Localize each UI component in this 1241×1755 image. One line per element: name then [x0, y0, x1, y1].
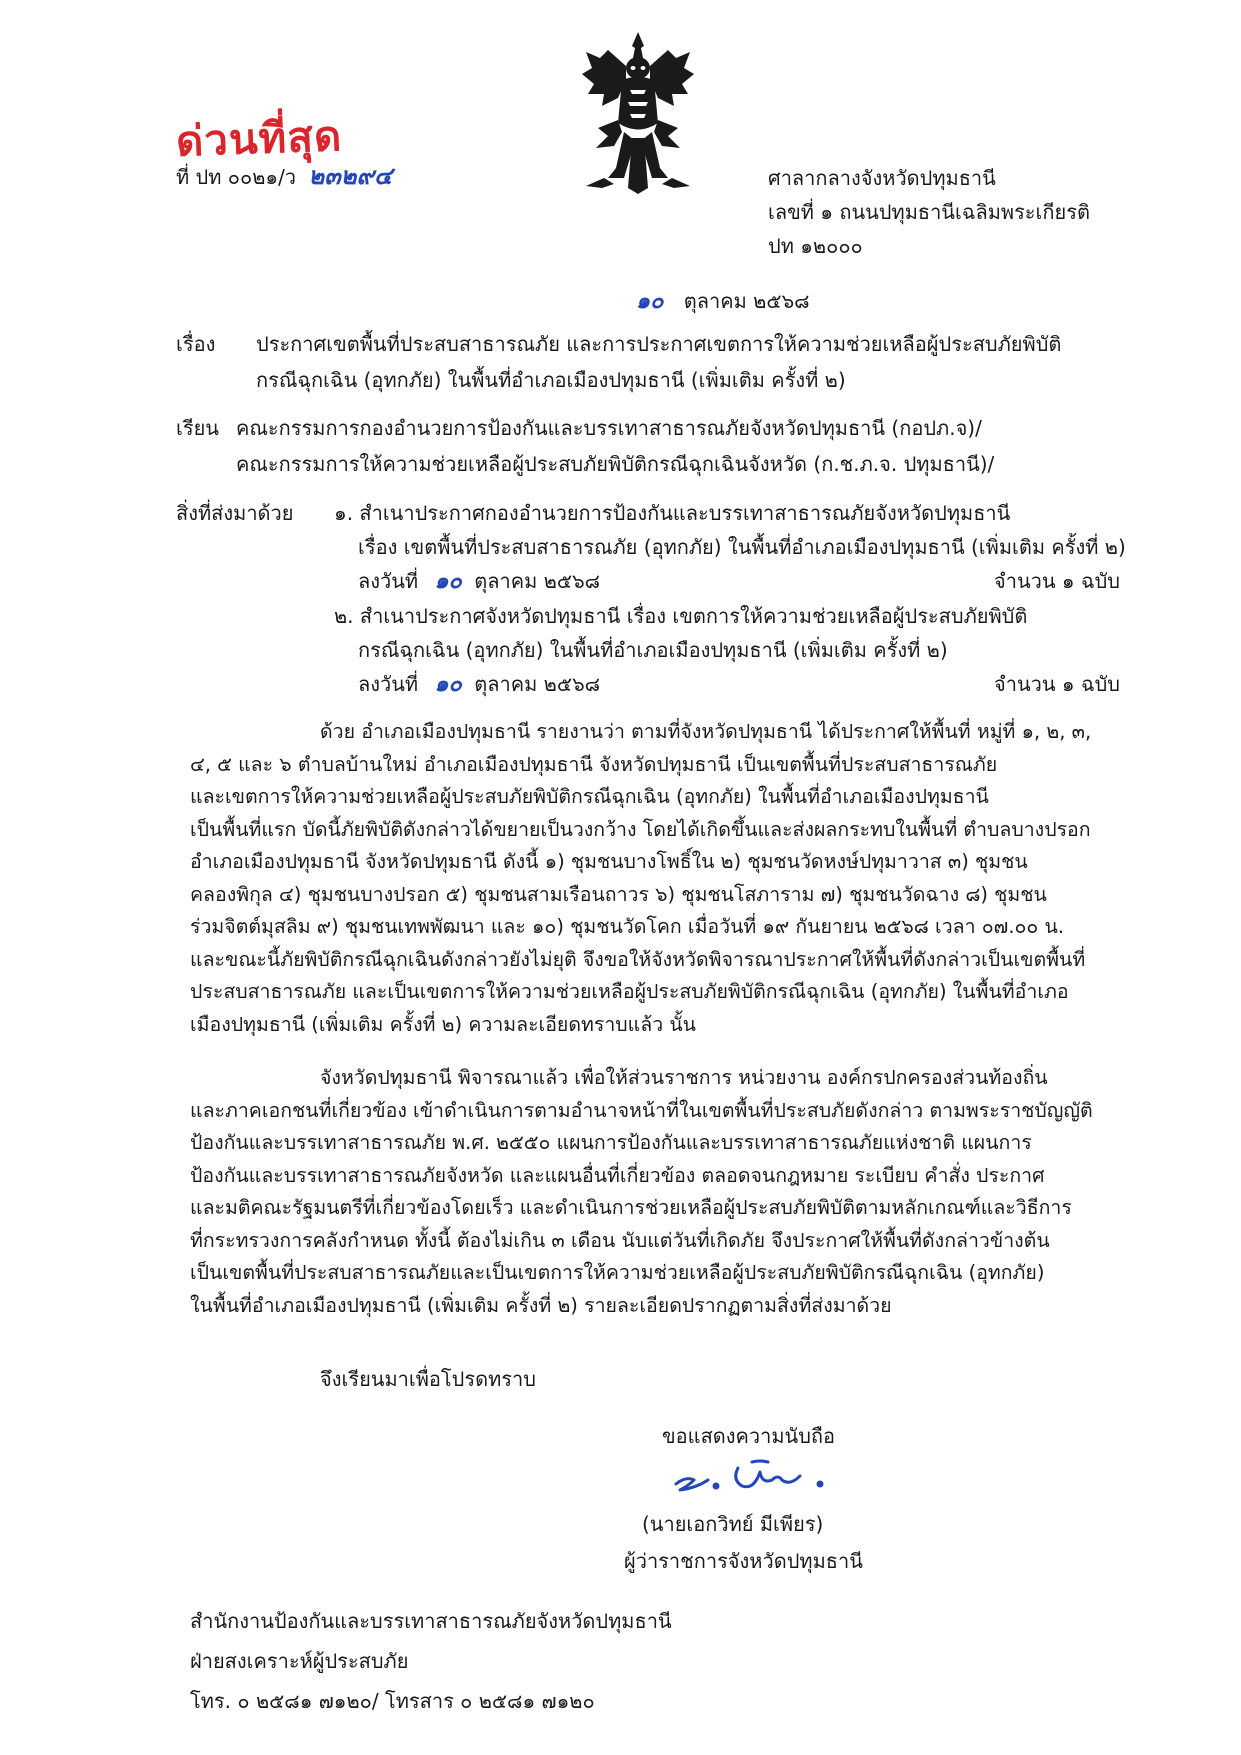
recipient-line: คณะกรรมการกองอำนวยการป้องกันและบรรเทาสาธารณภัยจังหวัดปทุมธานี (กอปภ.จ)/: [236, 416, 982, 440]
date-month-year: ตุลาคม ๒๕๖๘: [683, 289, 810, 313]
footer-line: โทร. ๐ ๒๕๘๑ ๗๑๒๐/ โทรสาร ๐ ๒๕๘๑ ๗๑๒๐: [190, 1689, 595, 1713]
footer-contact: [190, 1605, 672, 1725]
enclosure-item: [334, 497, 1126, 599]
enclosure-date-rest: ตุลาคม ๒๕๖๘: [474, 569, 601, 593]
body-paragraph-1: [190, 716, 1122, 1041]
recipient-label: เรียน: [176, 416, 219, 440]
office-line: ปท ๑๒๐๐๐: [768, 234, 863, 258]
enclosure-date-day-handwritten: ๑๐: [434, 672, 462, 697]
recipient-text: [236, 412, 994, 484]
subject-text: [256, 328, 1061, 400]
garuda-emblem-icon: [578, 28, 698, 198]
footer-line: สำนักงานป้องกันและบรรเทาสาธารณภัยจังหวัดปทุมธานี: [190, 1609, 672, 1633]
office-line: ศาลากลางจังหวัดปทุมธานี: [768, 166, 996, 190]
paragraph-line: และขณะนี้ภัยพิบัติกรณีฉุกเฉินดังกล่าวยังไม่ยุติ จึงขอให้จังหวัดพิจารณาประกาศให้พื้นที่ดังกล่าวเป็นเขตพื้นที่: [190, 947, 1086, 971]
enclosure-date-day-handwritten: ๑๐: [434, 569, 462, 594]
reference-number-handwritten: ๒๓๒๙๔: [308, 162, 393, 190]
enclosure-quantity: จำนวน ๑ ฉบับ: [994, 672, 1120, 696]
enclosure-subject: กรณีฉุกเฉิน (อุทกภัย) ในพื้นที่อำเภอเมืองปทุมธานี (เพิ่มเติม ครั้งที่ ๒): [358, 638, 948, 662]
paragraph-line: ในพื้นที่อำเภอเมืองปทุมธานี (เพิ่มเติม ครั้งที่ ๒) รายละเอียดปรากฏตามสิ่งที่ส่งมาด้วย: [190, 1293, 892, 1317]
signatory-name: (นายเอกวิทย์ มีเพียร): [642, 1512, 824, 1536]
paragraph-line: ด้วย อำเภอเมืองปทุมธานี รายงานว่า ตามที่จังหวัดปทุมธานี ได้ประกาศให้พื้นที่ หมู่ที่ ๑, ๒, ๓,: [320, 720, 1092, 743]
enclosure-date-row: [334, 565, 1120, 599]
document-reference: [176, 160, 392, 193]
date-day-handwritten: ๑๐: [636, 289, 664, 314]
paragraph-line: ป้องกันและบรรเทาสาธารณภัย พ.ศ. ๒๕๕๐ แผนการป้องกันและบรรเทาสาธารณภัยแห่งชาติ แผนการ: [190, 1131, 1032, 1154]
reference-prefix: ที่ ปท ๐๐๒๑/ว: [176, 165, 297, 189]
paragraph-line: และภาคเอกชนที่เกี่ยวข้อง เข้าดำเนินการตามอำนาจหน้าที่ในเขตพื้นที่ประสบภัยดังกล่าว ตามพระราชบัญญัติ: [190, 1098, 1093, 1122]
paragraph-line: เป็นเขตพื้นที่ประสบสาธารณภัยและเป็นเขตการให้ความช่วยเหลือผู้ประสบภัยพิบัติกรณีฉุกเฉิน (อุทกภัย): [190, 1261, 1045, 1284]
paragraph-line: ที่กระทรวงการคลังกำหนด ทั้งนี้ ต้องไม่เกิน ๓ เดือน นับแต่วันที่เกิดภัย จึงประกาศให้พื้นที่ดังกล่าวข้างต้น: [190, 1228, 1050, 1252]
paragraph-line: คลองพิกุล ๔) ชุมชนบางปรอก ๕) ชุมชนสามเรือนถาวร ๖) ชุมชนโสภาราม ๗) ชุมชนวัดฉาง ๘) ชุมชน: [190, 882, 1047, 906]
enclosures-label: สิ่งที่ส่งมาด้วย: [176, 501, 294, 525]
enclosure-quantity: จำนวน ๑ ฉบับ: [994, 569, 1120, 593]
closing-line: จึงเรียนมาเพื่อโปรดทราบ: [320, 1367, 536, 1391]
signatory-position: ผู้ว่าราชการจังหวัดปทุมธานี: [624, 1549, 863, 1573]
paragraph-line: เป็นพื้นที่แรก บัดนี้ภัยพิบัติดังกล่าวได้ขยายเป็นวงกว้าง โดยได้เกิดขึ้นและส่งผลกระทบในพื้นที่ ตำบลบางปรอก: [190, 817, 1091, 841]
salutation: ขอแสดงความนับถือ: [662, 1424, 836, 1448]
document-date: [636, 285, 810, 318]
paragraph-line: จังหวัดปทุมธานี พิจารณาแล้ว เพื่อให้ส่วนราชการ หน่วยงาน องค์กรปกครองส่วนท้องถิ่น: [320, 1066, 1048, 1089]
subject-line: ประกาศเขตพื้นที่ประสบสาธารณภัย และการประกาศเขตการให้ความช่วยเหลือผู้ประสบภัยพิบัติ: [256, 332, 1062, 356]
recipient-line: คณะกรรมการให้ความช่วยเหลือผู้ประสบภัยพิบัติกรณีฉุกเฉินจังหวัด (ก.ช.ภ.จ. ปทุมธานี)/: [236, 452, 995, 476]
paragraph-line: ๔, ๕ และ ๖ ตำบลบ้านใหม่ อำเภอเมืองปทุมธานี จังหวัดปทุมธานี เป็นเขตพื้นที่ประสบสาธารณภัย: [190, 752, 998, 776]
paragraph-line: เมืองปทุมธานี (เพิ่มเติม ครั้งที่ ๒) ความละเอียดทราบแล้ว นั้น: [190, 1012, 697, 1036]
enclosure-title: ๑. สำเนาประกาศกองอำนวยการป้องกันและบรรเทาสาธารณภัยจังหวัดปทุมธานี: [334, 501, 1011, 525]
paragraph-line: ร่วมจิตต์มุสลิม ๙) ชุมชนเทพพัฒนา และ ๑๐) ชุมชนวัดโคก เมื่อวันที่ ๑๙ กันยายน ๒๕๖๘ เวลา ๐๗.๐๐ น.: [190, 915, 1065, 938]
paragraph-line: ประสบสาธารณภัย และเป็นเขตการให้ความช่วยเหลือผู้ประสบภัยพิบัติกรณีฉุกเฉิน (อุทกภัย) ในพื้นที่อำเภอ: [190, 980, 1069, 1003]
subject-label: เรื่อง: [176, 332, 216, 356]
enclosure-date-prefix: ลงวันที่: [358, 672, 419, 696]
office-address: [768, 162, 1090, 264]
body-paragraph-2: [190, 1062, 1122, 1322]
paragraph-line: และมติคณะรัฐมนตรีที่เกี่ยวข้องโดยเร็ว และดำเนินการช่วยเหลือผู้ประสบภัยพิบัติตามหลักเกณฑ์และวิธีการ: [190, 1196, 1072, 1219]
office-line: เลขที่ ๑ ถนนปทุมธานีเฉลิมพระเกียรติ: [768, 200, 1090, 224]
handwritten-signature-icon: [668, 1450, 848, 1510]
enclosure-date-row: [334, 668, 1120, 702]
enclosure-date-rest: ตุลาคม ๒๕๖๘: [474, 672, 601, 696]
enclosure-item: [334, 600, 1120, 702]
paragraph-line: อำเภอเมืองปทุมธานี จังหวัดปทุมธานี ดังนี้ ๑) ชุมชนบางโพธิ์ใน ๒) ชุมชนวัดหงษ์ปทุมาวาส ๓) ชุมชน: [190, 850, 1028, 873]
paragraph-line: และเขตการให้ความช่วยเหลือผู้ประสบภัยพิบัติกรณีฉุกเฉิน (อุทกภัย) ในพื้นที่อำเภอเมืองปทุมธานี: [190, 785, 989, 808]
paragraph-line: ป้องกันและบรรเทาสาธารณภัยจังหวัด และแผนอื่นที่เกี่ยวข้อง ตลอดจนกฎหมาย ระเบียบ คำสั่ง ประกาศ: [190, 1163, 1045, 1187]
enclosure-title: ๒. สำเนาประกาศจังหวัดปทุมธานี เรื่อง เขตการให้ความช่วยเหลือผู้ประสบภัยพิบัติ: [334, 604, 1028, 628]
footer-line: ฝ่ายสงเคราะห์ผู้ประสบภัย: [190, 1649, 409, 1673]
enclosure-date-prefix: ลงวันที่: [358, 569, 419, 593]
urgency-stamp: ด่วนที่สุด: [175, 111, 343, 166]
enclosure-subject: เรื่อง เขตพื้นที่ประสบสาธารณภัย (อุทกภัย) ในพื้นที่อำเภอเมืองปทุมธานี (เพิ่มเติม ครั้งที่ ๒): [358, 535, 1126, 559]
subject-line: กรณีฉุกเฉิน (อุทกภัย) ในพื้นที่อำเภอเมืองปทุมธานี (เพิ่มเติม ครั้งที่ ๒): [256, 368, 846, 392]
